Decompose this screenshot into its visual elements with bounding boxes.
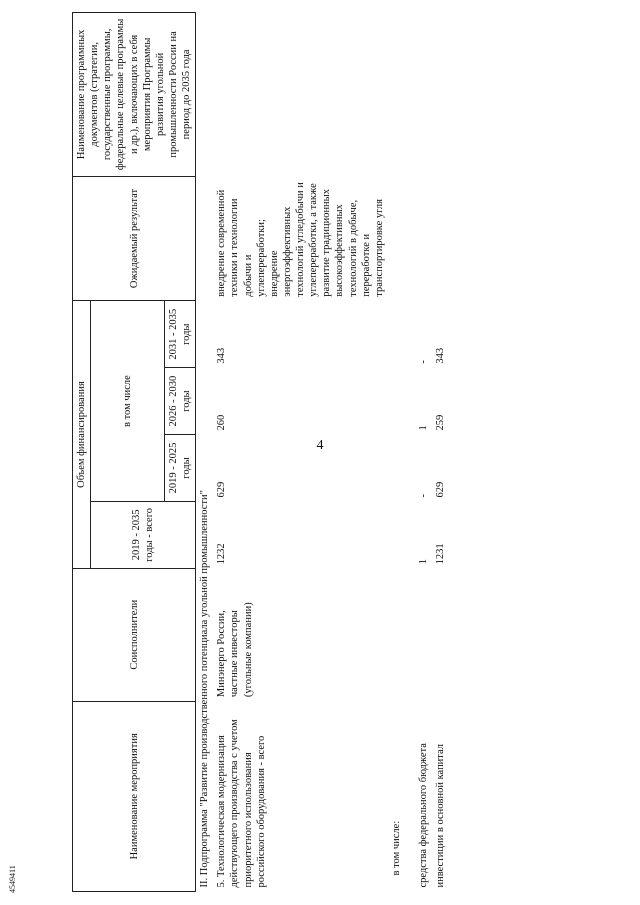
- row-period-3: 343: [435, 347, 447, 364]
- row-executors: Минэнерго России, частные инвесторы (угольные компании): [216, 602, 254, 698]
- row-period-1: 629: [216, 481, 228, 498]
- row-period-3: 343: [216, 347, 228, 364]
- section-title: II. Подпрограмма "Развитие производственного потенциала угольной промышленности": [199, 490, 211, 888]
- header-period-1: 2019 - 2025 годы: [164, 435, 195, 502]
- header-period-2: 2026 - 2030 годы: [164, 368, 195, 435]
- rotated-table-frame: [72, 12, 632, 892]
- table-row: [388, 13, 405, 892]
- program-table: [72, 12, 449, 892]
- row-period-1: -: [418, 493, 429, 498]
- header-measure: Наименование мероприятия: [73, 701, 196, 891]
- row-executors: [432, 568, 449, 701]
- row-total: 1232: [216, 543, 228, 565]
- header-period-3: 2031 - 2035 годы: [164, 301, 195, 368]
- page-number: 4: [316, 438, 324, 453]
- row-result: [432, 176, 449, 301]
- row-period-3: -: [418, 360, 429, 364]
- row-period-2: 260: [216, 414, 228, 431]
- row-total: 1: [418, 559, 429, 565]
- row-period-2: 1: [418, 425, 429, 431]
- header-funding-group: Объем финансирования: [73, 301, 91, 569]
- row-measure: средства федерального бюджета: [418, 743, 429, 888]
- row-executors: [415, 568, 432, 701]
- table-row: [415, 13, 432, 892]
- row-total: 1231: [435, 543, 447, 565]
- row-period-2: 259: [435, 414, 447, 431]
- table-row: [432, 13, 449, 892]
- row-measure: 5. Технологическая модернизация действующего производства с учетом приоритетного использования российского оборудования - всего: [216, 719, 267, 888]
- row-docs: [213, 13, 388, 177]
- document-id: 4549411: [8, 865, 17, 893]
- row-result: внедрение современной техники и технологии добычи и углепереработки; внедрение энергоэффективных технологий угледобычи и углепереработки, а также развитие традиционных высокоэффективных технологий в добыче, переработке и транспортировке угля: [216, 182, 385, 297]
- row-measure: инвестиции в основной капитал: [435, 743, 447, 888]
- row-period-1: 629: [435, 481, 447, 498]
- table-row: [213, 13, 388, 892]
- header-executors: Соисполнители: [73, 568, 196, 701]
- row-measure: в том числе:: [390, 820, 402, 876]
- header-docs: Наименование программных документов (стратегии, государственные программы, федеральные целевые программы и др.), включающих в себя мероприятия Программы развития угольной промышленности России на период до 2035 года: [73, 13, 196, 177]
- header-result: Ожидаемый результат: [73, 176, 196, 301]
- header-total: 2019 - 2035 годы - всего: [91, 501, 196, 568]
- row-result: [415, 176, 432, 301]
- header-including: в том числе: [91, 301, 165, 502]
- row-docs: [415, 13, 432, 177]
- row-docs: [432, 13, 449, 177]
